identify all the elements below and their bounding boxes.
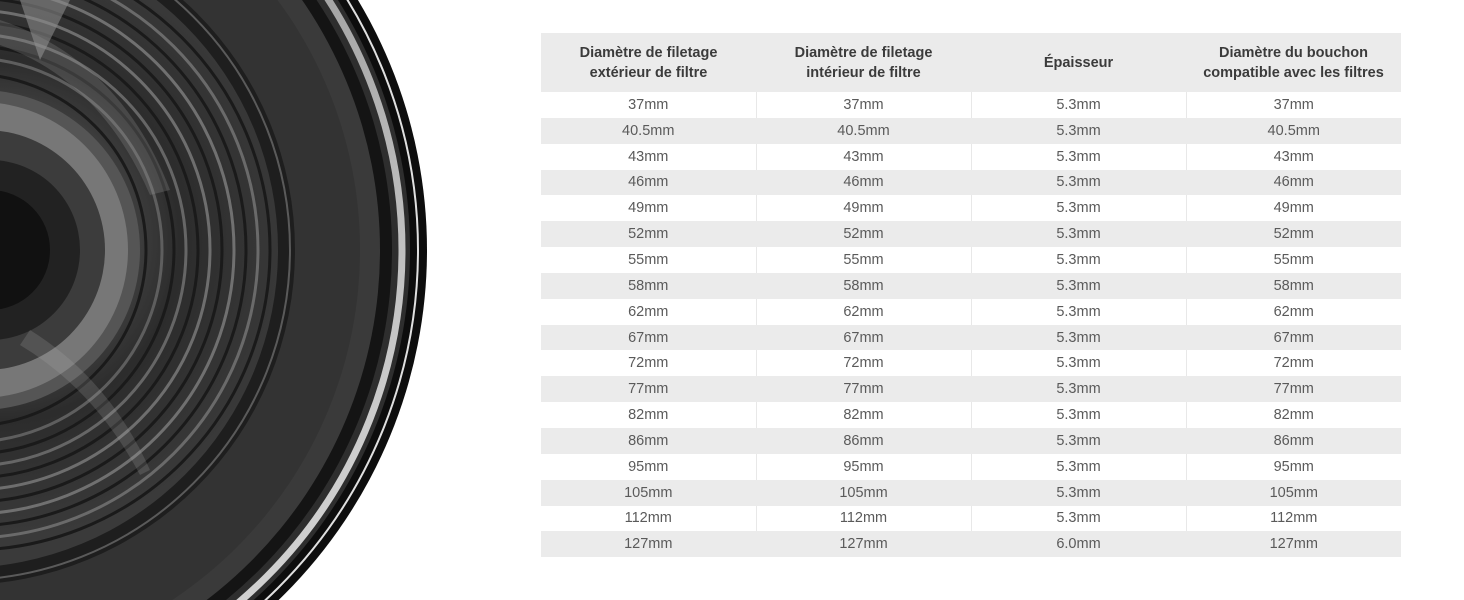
table-row (541, 480, 1401, 506)
cell-thickness: 5.3mm (971, 92, 1186, 118)
cell-outer-thread-diameter: 55mm (541, 247, 756, 273)
cell-compatible-cap-diameter: 72mm (1186, 350, 1401, 376)
cell-compatible-cap-diameter: 112mm (1186, 506, 1401, 532)
camera-lens-filter-icon (0, 0, 440, 600)
cell-compatible-cap-diameter: 95mm (1186, 454, 1401, 480)
cell-inner-thread-diameter: 95mm (756, 454, 971, 480)
table-row (541, 247, 1401, 273)
table-row (541, 170, 1401, 196)
cell-inner-thread-diameter: 49mm (756, 195, 971, 221)
cell-inner-thread-diameter: 77mm (756, 376, 971, 402)
filter-spec-table (541, 33, 1401, 557)
cell-inner-thread-diameter: 82mm (756, 402, 971, 428)
header-outer-thread-diameter: Diamètre de filetage extérieur de filtre (541, 33, 756, 92)
cell-thickness: 5.3mm (971, 480, 1186, 506)
table-row (541, 454, 1401, 480)
cell-inner-thread-diameter: 86mm (756, 428, 971, 454)
cell-compatible-cap-diameter: 52mm (1186, 221, 1401, 247)
cell-outer-thread-diameter: 46mm (541, 170, 756, 196)
cell-compatible-cap-diameter: 46mm (1186, 170, 1401, 196)
cell-inner-thread-diameter: 52mm (756, 221, 971, 247)
cell-outer-thread-diameter: 67mm (541, 325, 756, 351)
cell-compatible-cap-diameter: 105mm (1186, 480, 1401, 506)
cell-compatible-cap-diameter: 49mm (1186, 195, 1401, 221)
cell-thickness: 5.3mm (971, 376, 1186, 402)
cell-thickness: 5.3mm (971, 402, 1186, 428)
cell-inner-thread-diameter: 37mm (756, 92, 971, 118)
cell-compatible-cap-diameter: 67mm (1186, 325, 1401, 351)
header-inner-thread-diameter: Diamètre de filetage intérieur de filtre (756, 33, 971, 92)
table-row (541, 195, 1401, 221)
cell-inner-thread-diameter: 46mm (756, 170, 971, 196)
cell-thickness: 5.3mm (971, 170, 1186, 196)
header-row (541, 33, 1401, 92)
table-row (541, 299, 1401, 325)
table-row (541, 402, 1401, 428)
cell-outer-thread-diameter: 95mm (541, 454, 756, 480)
cell-compatible-cap-diameter: 43mm (1186, 144, 1401, 170)
cell-compatible-cap-diameter: 40.5mm (1186, 118, 1401, 144)
cell-inner-thread-diameter: 62mm (756, 299, 971, 325)
table-row (541, 92, 1401, 118)
cell-thickness: 5.3mm (971, 454, 1186, 480)
cell-inner-thread-diameter: 127mm (756, 531, 971, 557)
cell-outer-thread-diameter: 62mm (541, 299, 756, 325)
cell-outer-thread-diameter: 82mm (541, 402, 756, 428)
cell-outer-thread-diameter: 43mm (541, 144, 756, 170)
cell-outer-thread-diameter: 86mm (541, 428, 756, 454)
cell-thickness: 5.3mm (971, 221, 1186, 247)
table-row (541, 221, 1401, 247)
cell-outer-thread-diameter: 72mm (541, 350, 756, 376)
cell-thickness: 5.3mm (971, 273, 1186, 299)
cell-thickness: 6.0mm (971, 531, 1186, 557)
table-row (541, 428, 1401, 454)
header-thickness: Épaisseur (971, 33, 1186, 92)
table-row (541, 144, 1401, 170)
table-header (541, 33, 1401, 92)
cell-compatible-cap-diameter: 58mm (1186, 273, 1401, 299)
cell-thickness: 5.3mm (971, 247, 1186, 273)
table-row (541, 531, 1401, 557)
cell-outer-thread-diameter: 49mm (541, 195, 756, 221)
cell-inner-thread-diameter: 72mm (756, 350, 971, 376)
table-row (541, 506, 1401, 532)
cell-thickness: 5.3mm (971, 428, 1186, 454)
cell-outer-thread-diameter: 37mm (541, 92, 756, 118)
cell-outer-thread-diameter: 105mm (541, 480, 756, 506)
cell-outer-thread-diameter: 77mm (541, 376, 756, 402)
cell-thickness: 5.3mm (971, 299, 1186, 325)
cell-inner-thread-diameter: 67mm (756, 325, 971, 351)
table-body (541, 92, 1401, 557)
table-row (541, 376, 1401, 402)
cell-outer-thread-diameter: 40.5mm (541, 118, 756, 144)
cell-thickness: 5.3mm (971, 195, 1186, 221)
cell-compatible-cap-diameter: 55mm (1186, 247, 1401, 273)
table-row (541, 118, 1401, 144)
cell-thickness: 5.3mm (971, 350, 1186, 376)
cell-inner-thread-diameter: 112mm (756, 506, 971, 532)
cell-compatible-cap-diameter: 82mm (1186, 402, 1401, 428)
cell-inner-thread-diameter: 105mm (756, 480, 971, 506)
cell-compatible-cap-diameter: 62mm (1186, 299, 1401, 325)
cell-inner-thread-diameter: 43mm (756, 144, 971, 170)
table-row (541, 350, 1401, 376)
cell-thickness: 5.3mm (971, 144, 1186, 170)
table-row (541, 325, 1401, 351)
cell-outer-thread-diameter: 58mm (541, 273, 756, 299)
cell-inner-thread-diameter: 40.5mm (756, 118, 971, 144)
cell-thickness: 5.3mm (971, 506, 1186, 532)
cell-compatible-cap-diameter: 77mm (1186, 376, 1401, 402)
cell-compatible-cap-diameter: 37mm (1186, 92, 1401, 118)
cell-outer-thread-diameter: 112mm (541, 506, 756, 532)
header-compatible-cap-diameter: Diamètre du bouchon compatible avec les filtres (1186, 33, 1401, 92)
cell-outer-thread-diameter: 52mm (541, 221, 756, 247)
cell-inner-thread-diameter: 55mm (756, 247, 971, 273)
cell-thickness: 5.3mm (971, 118, 1186, 144)
cell-compatible-cap-diameter: 127mm (1186, 531, 1401, 557)
cell-inner-thread-diameter: 58mm (756, 273, 971, 299)
cell-thickness: 5.3mm (971, 325, 1186, 351)
cell-outer-thread-diameter: 127mm (541, 531, 756, 557)
table-row (541, 273, 1401, 299)
cell-compatible-cap-diameter: 86mm (1186, 428, 1401, 454)
